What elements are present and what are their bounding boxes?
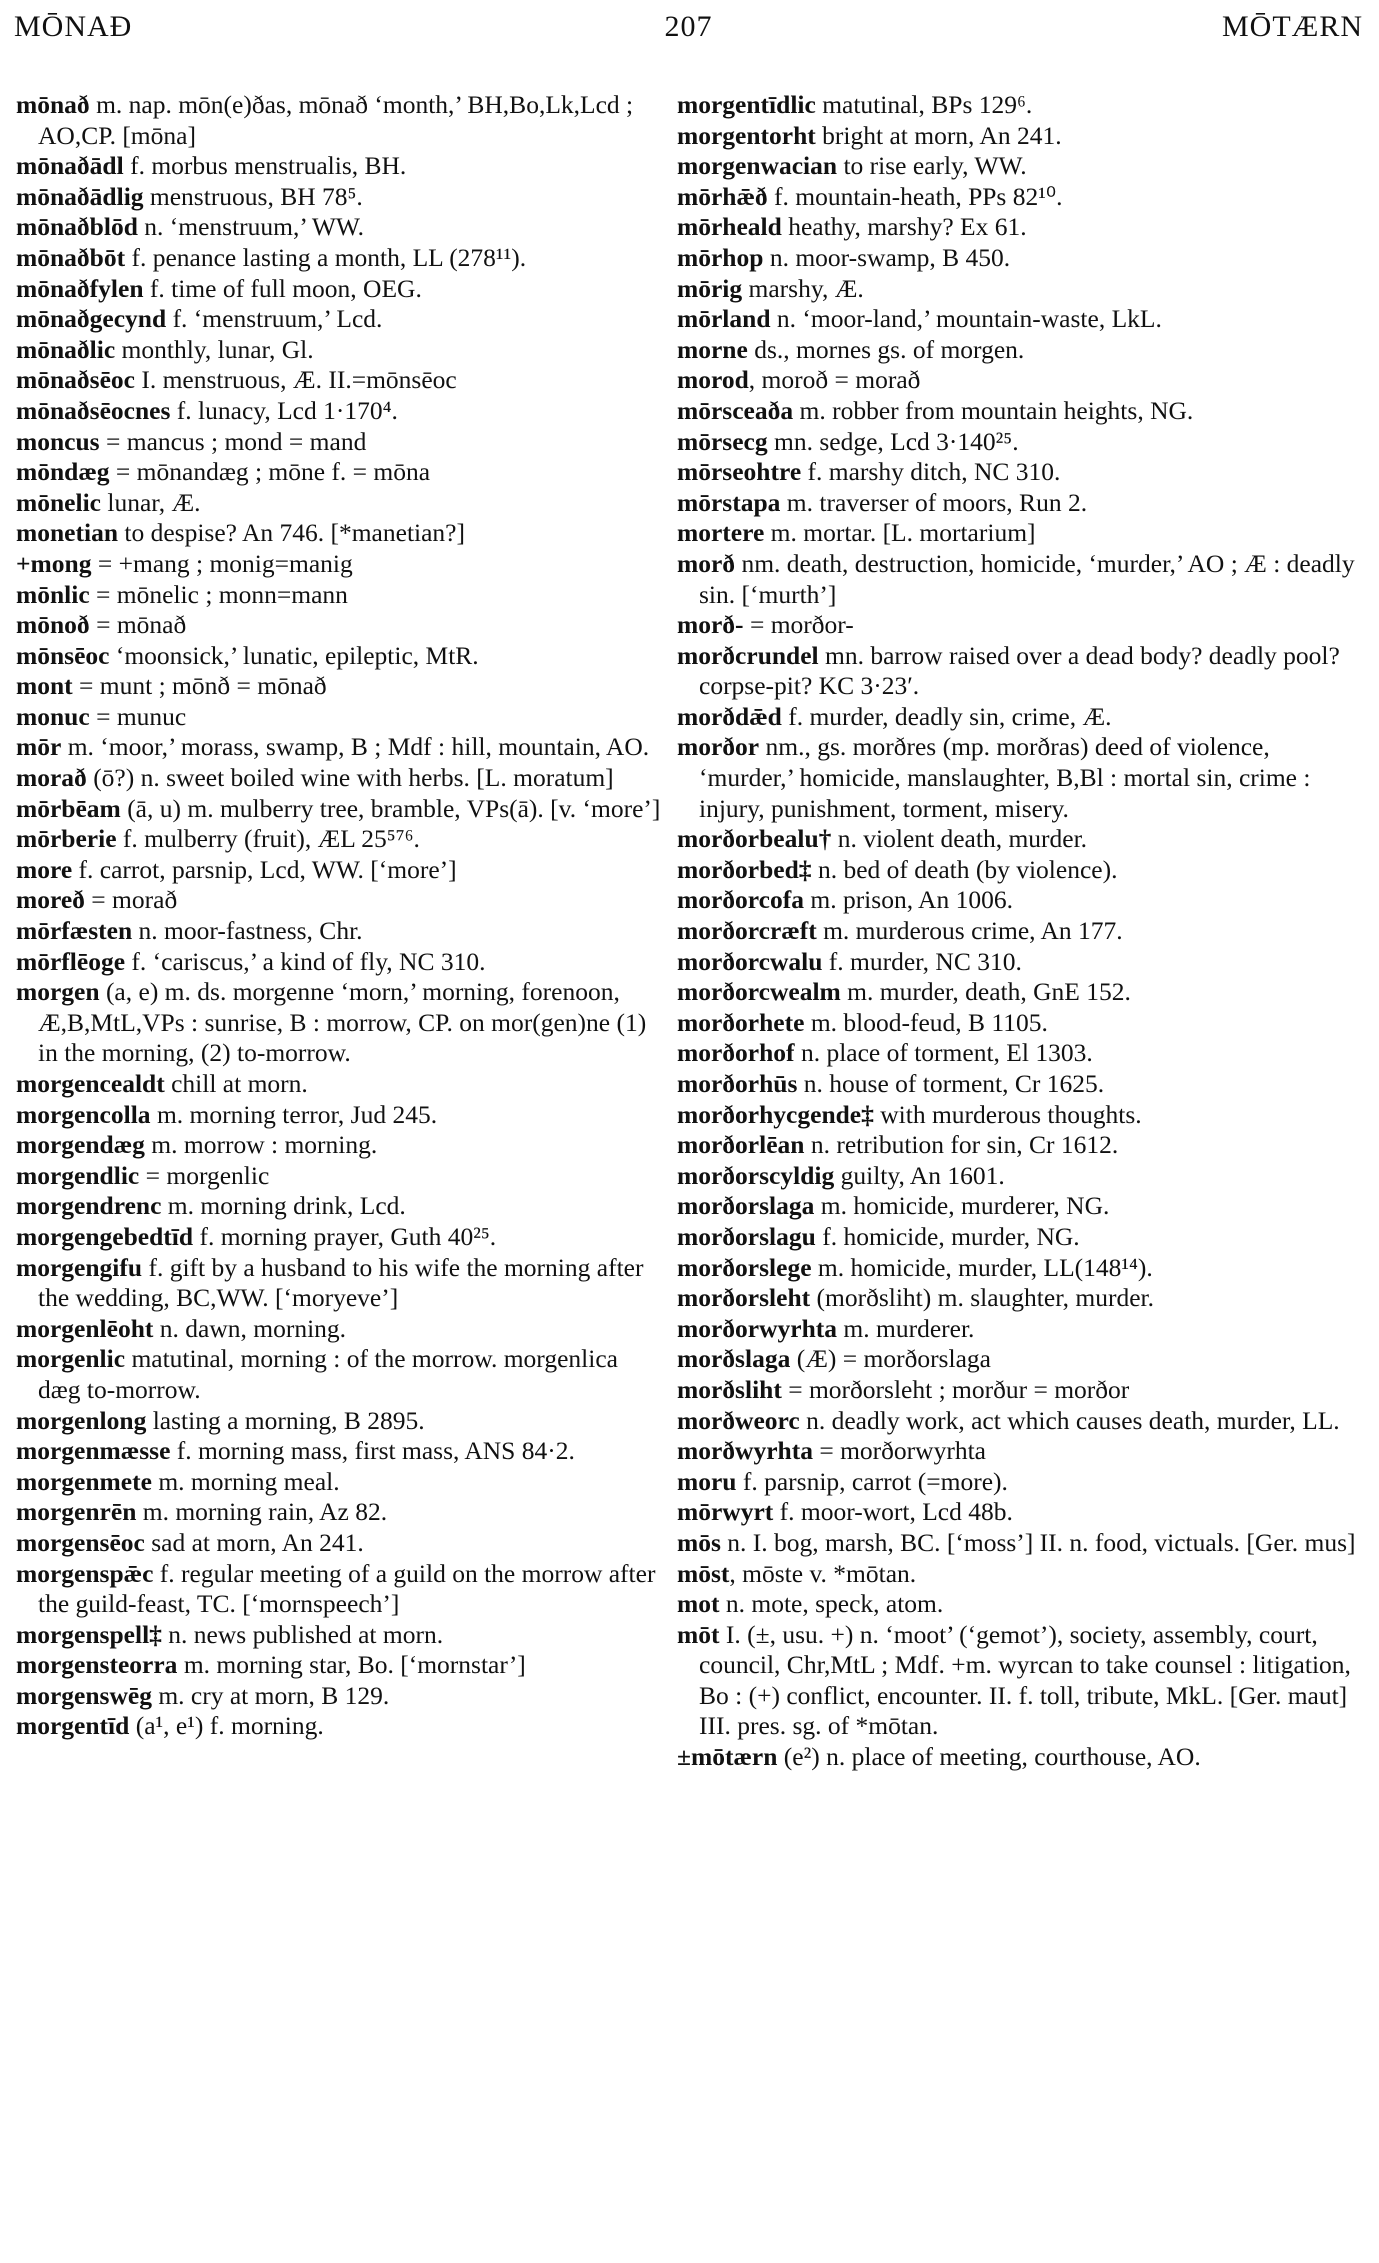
dictionary-entry (16, 1100, 664, 1131)
entry-definition: m. robber from mountain heights, NG. (793, 395, 1194, 425)
entry-definition: f. carrot, parsnip, Lcd, WW. [‘more’] (72, 854, 457, 884)
entry-definition: f. time of full moon, OEG. (143, 273, 422, 303)
entry-definition: m. morning terror, Jud 245. (150, 1099, 438, 1129)
entry-definition: lunar, Æ. (100, 487, 201, 517)
entry-definition: to rise early, WW. (837, 151, 1027, 181)
entry-headword: monuc (16, 701, 90, 731)
dictionary-entry (677, 1742, 1365, 1773)
entry-headword: morðweorc (677, 1405, 800, 1435)
entry-headword: morðorcofa (677, 885, 804, 915)
dictionary-entry (677, 702, 1365, 733)
entry-definition: f. parsnip, carrot (=more). (736, 1466, 1008, 1496)
entry-definition: m. morning rain, Az 82. (136, 1497, 388, 1527)
entry-definition: to despise? An 746. [*manetian?] (118, 518, 465, 548)
entry-headword: mot (677, 1589, 720, 1619)
dictionary-entry (677, 427, 1365, 458)
entry-definition: m. morning drink, Lcd. (161, 1191, 406, 1221)
dictionary-entry (16, 702, 664, 733)
dictionary-entry (16, 335, 664, 366)
entry-headword: morgenlēoht (16, 1313, 154, 1343)
dictionary-entry (677, 304, 1365, 335)
right-column (677, 90, 1365, 1773)
entry-headword: mōrberie (16, 824, 117, 854)
entry-headword: mōrfæsten (16, 916, 133, 946)
entry-headword: morgenmæsse (16, 1436, 171, 1466)
left-column (16, 90, 664, 1742)
entry-headword: mōrheald (677, 212, 782, 242)
entry-definition: f. homicide, murder, NG. (815, 1221, 1080, 1251)
dictionary-entry (677, 855, 1365, 886)
entry-definition: (morðsliht) m. slaughter, murder. (810, 1283, 1155, 1313)
dictionary-entry (677, 916, 1365, 947)
entry-definition: f. regular meeting of a guild on the morrow after the guild-feast, TC. [‘mornspeech’] (38, 1558, 656, 1619)
entry-definition: = +mang ; monig=manig (91, 548, 353, 578)
entry-headword: mōnelic (16, 487, 101, 517)
entry-headword: morgenmete (16, 1466, 152, 1496)
entry-definition: n. ‘menstruum,’ WW. (137, 212, 365, 242)
dictionary-entry (677, 1620, 1365, 1742)
entry-definition: m. traverser of moors, Run 2. (780, 487, 1088, 517)
entry-definition: matutinal, morning : of the morrow. morgenlica dæg to-morrow. (38, 1344, 618, 1404)
entry-definition: m. morning star, Bo. [‘mornstar’] (177, 1650, 526, 1680)
entry-definition: f. moor-wort, Lcd 48b. (773, 1497, 1013, 1527)
dictionary-entry (677, 885, 1365, 916)
dictionary-entry (677, 1528, 1365, 1559)
dictionary-entry (677, 549, 1365, 610)
entry-definition: f. penance lasting a month, LL (278¹¹). (125, 242, 527, 272)
dictionary-entry (677, 1589, 1365, 1620)
entry-definition: menstruous, BH 78⁵. (143, 181, 363, 211)
entry-headword: morðcrundel (677, 640, 819, 670)
entry-headword: mont (16, 671, 73, 701)
entry-headword: mōnaðlic (16, 334, 116, 364)
entry-definition: = mōnandæg ; mōne f. = mōna (109, 457, 431, 487)
entry-definition: marshy, Æ. (742, 273, 864, 303)
entry-headword: morð (677, 548, 736, 578)
entry-headword: morgentīd (16, 1711, 130, 1741)
entry-headword: mōs (677, 1527, 721, 1557)
entry-definition: (e²) n. place of meeting, courthouse, AO. (777, 1742, 1201, 1772)
dictionary-entry (16, 457, 664, 488)
dictionary-entry (16, 855, 664, 886)
entry-definition: n. I. bog, marsh, BC. [‘moss’] II. n. food, victuals. [Ger. mus] (720, 1527, 1356, 1557)
entry-headword: +mong (16, 548, 92, 578)
dictionary-entry (16, 824, 664, 855)
entry-headword: mōrbēam (16, 793, 121, 823)
dictionary-entry (677, 335, 1365, 366)
entry-definition: with murderous thoughts. (873, 1099, 1142, 1129)
dictionary-entry (16, 916, 664, 947)
dictionary-entry (16, 885, 664, 916)
entry-definition: bright at morn, An 241. (815, 120, 1062, 150)
entry-definition: = morðorsleht ; morður = morðor (781, 1374, 1130, 1404)
entry-headword: ±mōtærn (677, 1742, 778, 1772)
entry-definition: ds., mornes gs. of morgen. (747, 334, 1025, 364)
entry-definition: m. murderous crime, An 177. (816, 916, 1123, 946)
entry-headword: mōnaðblōd (16, 212, 138, 242)
entry-definition: n. retribution for sin, Cr 1612. (804, 1130, 1119, 1160)
dictionary-entry (16, 1253, 664, 1314)
entry-headword: morgengifu (16, 1252, 143, 1282)
entry-headword: morðorbed‡ (677, 854, 812, 884)
dictionary-entry (677, 457, 1365, 488)
entry-definition: f. morning prayer, Guth 40²⁵. (193, 1221, 497, 1251)
entry-headword: mōrstapa (677, 487, 781, 517)
entry-headword: morðsliht (677, 1374, 782, 1404)
entry-headword: mōnaðgecynd (16, 304, 167, 334)
entry-definition: m. cry at morn, B 129. (151, 1680, 390, 1710)
entry-headword: morgentorht (677, 120, 816, 150)
dictionary-entry (677, 610, 1365, 641)
entry-definition: nm. death, destruction, homicide, ‘murder,’ AO ; Æ : deadly sin. [‘murth’] (699, 548, 1355, 609)
entry-definition: f. lunacy, Lcd 1·170⁴. (170, 395, 398, 425)
dictionary-entry (677, 977, 1365, 1008)
entry-headword: morgenrēn (16, 1497, 137, 1527)
entry-definition: = morgenlic (139, 1160, 270, 1190)
entry-definition: , moroð = morað (748, 365, 921, 395)
entry-headword: morgenswēg (16, 1680, 152, 1710)
entry-definition: f. ‘menstruum,’ Lcd. (166, 304, 383, 334)
entry-definition: n. news published at morn. (161, 1619, 444, 1649)
entry-definition: n. bed of death (by violence). (811, 854, 1118, 884)
entry-headword: mōt (677, 1619, 720, 1649)
entry-definition: monthly, lunar, Gl. (115, 334, 314, 364)
entry-definition: = morðorwyrhta (812, 1436, 986, 1466)
entry-headword: mōnaðsēoc (16, 365, 135, 395)
page-number: 207 (664, 10, 713, 43)
entry-definition: m. murder, death, GnE 152. (840, 977, 1131, 1007)
entry-headword: morðorhete (677, 1007, 805, 1037)
entry-headword: morgentīdlic (677, 90, 816, 119)
entry-headword: morðorslaga (677, 1191, 815, 1221)
entry-headword: morðorscyldig (677, 1160, 835, 1190)
dictionary-entry (16, 641, 664, 672)
entry-headword: mōrig (677, 273, 743, 303)
entry-definition: f. morbus menstrualis, BH. (123, 151, 407, 181)
entry-headword: morðorhof (677, 1038, 795, 1068)
dictionary-entry (16, 580, 664, 611)
entry-definition: = mōnelic ; monn=mann (89, 579, 348, 609)
dictionary-entry (677, 824, 1365, 855)
entry-definition: guilty, An 1601. (834, 1160, 1005, 1190)
entry-definition: (Æ) = morðorslaga (790, 1344, 991, 1374)
entry-headword: morgensteorra (16, 1650, 178, 1680)
dictionary-entry (16, 732, 664, 763)
entry-definition: m. morning meal. (151, 1466, 340, 1496)
entry-definition: chill at morn. (164, 1069, 308, 1098)
entry-headword: morðorbealu† (677, 824, 832, 854)
dictionary-entry (16, 427, 664, 458)
entry-headword: mōrseohtre (677, 457, 802, 487)
entry-headword: mōnaðādl (16, 151, 124, 181)
dictionary-entry (16, 794, 664, 825)
dictionary-entry (16, 1681, 664, 1712)
dictionary-entry (677, 243, 1365, 274)
entry-definition: = mancus ; mond = mand (99, 426, 367, 456)
entry-headword: mōrhop (677, 242, 764, 272)
entry-headword: morgenlong (16, 1405, 147, 1435)
entry-definition: (ō?) n. sweet boiled wine with herbs. [L. moratum] (86, 763, 614, 793)
dictionary-entry (16, 1161, 664, 1192)
dictionary-entry (16, 1711, 664, 1742)
entry-headword: mōnoð (16, 610, 90, 640)
entry-definition: mn. sedge, Lcd 3·140²⁵. (767, 426, 1019, 456)
dictionary-entry (677, 1038, 1365, 1069)
entry-headword: mōrhǣð (677, 181, 768, 211)
entry-headword: morgenspǣc (16, 1558, 154, 1588)
page-header (14, 10, 1363, 50)
entry-definition: m. homicide, murder, LL(148¹⁴). (811, 1252, 1153, 1282)
entry-headword: mōnaðsēocnes (16, 395, 171, 425)
entry-headword: morgenwacian (677, 151, 838, 181)
entry-definition: f. marshy ditch, NC 310. (801, 457, 1061, 487)
entry-headword: morðor (677, 732, 760, 762)
entry-definition: , mōste v. *mōtan. (729, 1558, 917, 1588)
dictionary-entry (677, 1314, 1365, 1345)
entry-definition: m. ‘moor,’ morass, swamp, B ; Mdf : hill, mountain, AO. (61, 732, 650, 762)
entry-headword: morðorcræft (677, 916, 817, 946)
dictionary-entry (16, 488, 664, 519)
dictionary-entry (16, 947, 664, 978)
entry-definition: I. (±, usu. +) n. ‘moot’ (‘gemot’), society, assembly, court, council, Chr,MtL ; Mdf. +m. wyrcan to take counsel : litigation, Bo : (+) conflict, encounter. II. f. toll, tribute, MkL. [Ger. maut] III. pres. sg. of *mōtan. (699, 1619, 1351, 1741)
dictionary-entry (677, 518, 1365, 549)
dictionary-entry (677, 732, 1365, 824)
dictionary-entry (16, 671, 664, 702)
dictionary-entry (16, 365, 664, 396)
entry-definition: I. menstruous, Æ. II.=mōnsēoc (134, 365, 457, 395)
entry-headword: morgencealdt (16, 1069, 165, 1098)
dictionary-entry (677, 1497, 1365, 1528)
entry-definition: m. mortar. [L. mortarium] (764, 518, 1036, 548)
dictionary-entry (16, 1406, 664, 1437)
entry-headword: morgenspell‡ (16, 1619, 162, 1649)
entry-definition: (a, e) m. ds. morgenne ‘morn,’ morning, forenoon, Æ,B,MtL,VPs : sunrise, B : morrow, CP. on mor(gen)ne (1) in the morning, (2) to-morrow. (38, 977, 647, 1068)
entry-headword: mōr (16, 732, 62, 762)
dictionary-entry (16, 182, 664, 213)
entry-headword: mōnaðbōt (16, 242, 126, 272)
entry-headword: morðorcwealm (677, 977, 841, 1007)
dictionary-entry (16, 1130, 664, 1161)
dictionary-entry (677, 1191, 1365, 1222)
entry-definition: matutinal, BPs 129⁶. (815, 90, 1033, 119)
dictionary-entry (16, 1344, 664, 1405)
dictionary-entry (16, 610, 664, 641)
entry-definition: f. mulberry (fruit), ÆL 25⁵⁷⁶. (116, 824, 420, 854)
dictionary-entry (16, 1436, 664, 1467)
entry-definition: n. violent death, murder. (831, 824, 1088, 854)
entry-headword: moru (677, 1466, 737, 1496)
entry-definition: (ā, u) m. mulberry tree, bramble, VPs(ā). [v. ‘more’] (120, 793, 661, 823)
dictionary-entry (677, 1008, 1365, 1039)
entry-definition: n. deadly work, act which causes death, murder, LL. (799, 1405, 1340, 1435)
dictionary-entry (677, 365, 1365, 396)
entry-definition: m. morrow : morning. (144, 1130, 378, 1160)
dictionary-entry (677, 1222, 1365, 1253)
dictionary-entry (677, 1406, 1365, 1437)
entry-definition: f. morning mass, first mass, ANS 84·2. (170, 1436, 575, 1466)
entry-headword: morðdǣd (677, 701, 782, 731)
dictionary-entry (677, 1559, 1365, 1590)
entry-headword: mortere (677, 518, 765, 548)
entry-definition: n. ‘moor-land,’ mountain-waste, LkL. (770, 304, 1162, 334)
entry-headword: morðorhycgende‡ (677, 1099, 874, 1129)
dictionary-entry (677, 182, 1365, 213)
entry-headword: monetian (16, 518, 118, 548)
entry-headword: morne (677, 334, 748, 364)
dictionary-entry (677, 1253, 1365, 1284)
entry-headword: morgengebedtīd (16, 1221, 194, 1251)
entry-definition: n. moor-swamp, B 450. (763, 242, 1011, 272)
entry-headword: morað (16, 763, 87, 793)
entry-headword: morðorslagu (677, 1221, 816, 1251)
entry-headword: morgencolla (16, 1099, 151, 1129)
entry-definition: lasting a morning, B 2895. (146, 1405, 425, 1435)
entry-definition: = munuc (89, 701, 187, 731)
entry-definition: m. blood-feud, B 1105. (804, 1007, 1048, 1037)
entry-headword: mōrland (677, 304, 771, 334)
entry-definition: n. house of torment, Cr 1625. (797, 1069, 1105, 1098)
dictionary-entry (16, 304, 664, 335)
entry-definition: = mōnað (89, 610, 187, 640)
entry-headword: morðorsleht (677, 1283, 811, 1313)
dictionary-entry (677, 151, 1365, 182)
dictionary-entry (16, 1222, 664, 1253)
dictionary-entry (16, 1620, 664, 1651)
entry-headword: mōnlic (16, 579, 90, 609)
dictionary-entry (16, 1467, 664, 1498)
dictionary-entry (16, 274, 664, 305)
entry-definition: m. homicide, murderer, NG. (814, 1191, 1110, 1221)
dictionary-entry (677, 1130, 1365, 1161)
dictionary-entry (677, 90, 1365, 121)
entry-definition: (a¹, e¹) f. morning. (129, 1711, 324, 1741)
dictionary-entry (16, 518, 664, 549)
entry-headword: morð- (677, 610, 744, 640)
entry-headword: mōrwyrt (677, 1497, 774, 1527)
entry-headword: morgenlic (16, 1344, 126, 1374)
entry-headword: morðorslege (677, 1252, 812, 1282)
dictionary-entry (16, 243, 664, 274)
entry-definition: heathy, marshy? Ex 61. (781, 212, 1027, 242)
header-left-guideword: MŌNAÐ (14, 10, 133, 43)
dictionary-entry (16, 1069, 664, 1100)
dictionary-entry (677, 1467, 1365, 1498)
entry-definition: m. nap. mōn(e)ðas, mōnað ‘month,’ BH,Bo,Lk,Lcd ; AO,CP. [mōna] (38, 90, 634, 150)
header-right-guideword: MŌTÆRN (1221, 10, 1363, 43)
entry-headword: morgen (16, 977, 100, 1007)
entry-headword: morðorhūs (677, 1069, 798, 1098)
entry-definition: nm., gs. morðres (mp. morðras) deed of violence, ‘murder,’ homicide, manslaughter, B,Bl : mortal sin, crime : injury, punishment, torment, misery. (699, 732, 1311, 823)
dictionary-entry (677, 274, 1365, 305)
entry-headword: morðslaga (677, 1344, 791, 1374)
entry-definition: sad at morn, An 241. (144, 1527, 364, 1557)
entry-headword: mōnaðfylen (16, 273, 144, 303)
entry-definition: n. place of torment, El 1303. (794, 1038, 1093, 1068)
dictionary-entry (677, 1100, 1365, 1131)
entry-headword: morðorlēan (677, 1130, 805, 1160)
entry-headword: mōnsēoc (16, 640, 110, 670)
entry-definition: mn. barrow raised over a dead body? deadly pool? corpse-pit? KC 3·23′. (699, 640, 1340, 701)
entry-definition: m. prison, An 1006. (803, 885, 1013, 915)
dictionary-entry (16, 1497, 664, 1528)
dictionary-entry (16, 90, 664, 151)
entry-headword: mōrsceaða (677, 395, 794, 425)
entry-definition: m. murderer. (837, 1313, 975, 1343)
entry-headword: morgendæg (16, 1130, 145, 1160)
dictionary-entry (677, 1436, 1365, 1467)
dictionary-entry (16, 396, 664, 427)
entry-definition: = morðor- (743, 610, 854, 640)
dictionary-entry (677, 212, 1365, 243)
dictionary-entry (677, 488, 1365, 519)
entry-definition: n. moor-fastness, Chr. (132, 916, 363, 946)
dictionary-entry (677, 1283, 1365, 1314)
entry-headword: morðorwyrhta (677, 1313, 838, 1343)
entry-headword: moncus (16, 426, 100, 456)
dictionary-entry (677, 121, 1365, 152)
entry-definition: f. mountain-heath, PPs 82¹⁰. (767, 181, 1063, 211)
entry-definition: = morað (84, 885, 178, 915)
dictionary-entry (16, 212, 664, 243)
dictionary-entry (16, 1191, 664, 1222)
entry-headword: morgensēoc (16, 1527, 145, 1557)
entry-definition: n. mote, speck, atom. (719, 1589, 944, 1619)
dictionary-entry (677, 1069, 1365, 1100)
dictionary-entry (16, 1314, 664, 1345)
entry-headword: more (16, 854, 73, 884)
dictionary-entry (677, 1375, 1365, 1406)
dictionary-entry (16, 151, 664, 182)
entry-headword: morðwyrhta (677, 1436, 813, 1466)
entry-definition: f. murder, deadly sin, crime, Æ. (781, 701, 1112, 731)
dictionary-entry (677, 947, 1365, 978)
dictionary-entry (677, 1344, 1365, 1375)
entry-headword: mōnað (16, 90, 90, 119)
entry-headword: moreð (16, 885, 85, 915)
entry-definition: ‘moonsick,’ lunatic, epileptic, MtR. (109, 640, 479, 670)
entry-headword: mōrflēoge (16, 946, 126, 976)
entry-headword: mōst (677, 1558, 730, 1588)
entry-definition: n. dawn, morning. (153, 1313, 347, 1343)
dictionary-entry (677, 1161, 1365, 1192)
dictionary-entry (16, 763, 664, 794)
dictionary-entry (16, 1559, 664, 1620)
dictionary-entry (16, 1650, 664, 1681)
dictionary-entry (677, 641, 1365, 702)
entry-headword: morgendrenc (16, 1191, 162, 1221)
entry-headword: mōnaðādlig (16, 181, 144, 211)
entry-definition: = munt ; mōnð = mōnað (72, 671, 327, 701)
entry-headword: mōndæg (16, 457, 110, 487)
entry-headword: morod (677, 365, 749, 395)
entry-headword: mōrsecg (677, 426, 768, 456)
entry-definition: f. ‘cariscus,’ a kind of fly, NC 310. (125, 946, 486, 976)
entry-definition: f. gift by a husband to his wife the morning after the wedding, BC,WW. [‘moryeve’] (38, 1252, 644, 1313)
dictionary-entry (16, 1528, 664, 1559)
dictionary-entry (677, 396, 1365, 427)
dictionary-entry (16, 549, 664, 580)
dictionary-entry (16, 977, 664, 1069)
entry-definition: f. murder, NC 310. (822, 946, 1022, 976)
entry-headword: morgendlic (16, 1160, 140, 1190)
entry-headword: morðorcwalu (677, 946, 823, 976)
